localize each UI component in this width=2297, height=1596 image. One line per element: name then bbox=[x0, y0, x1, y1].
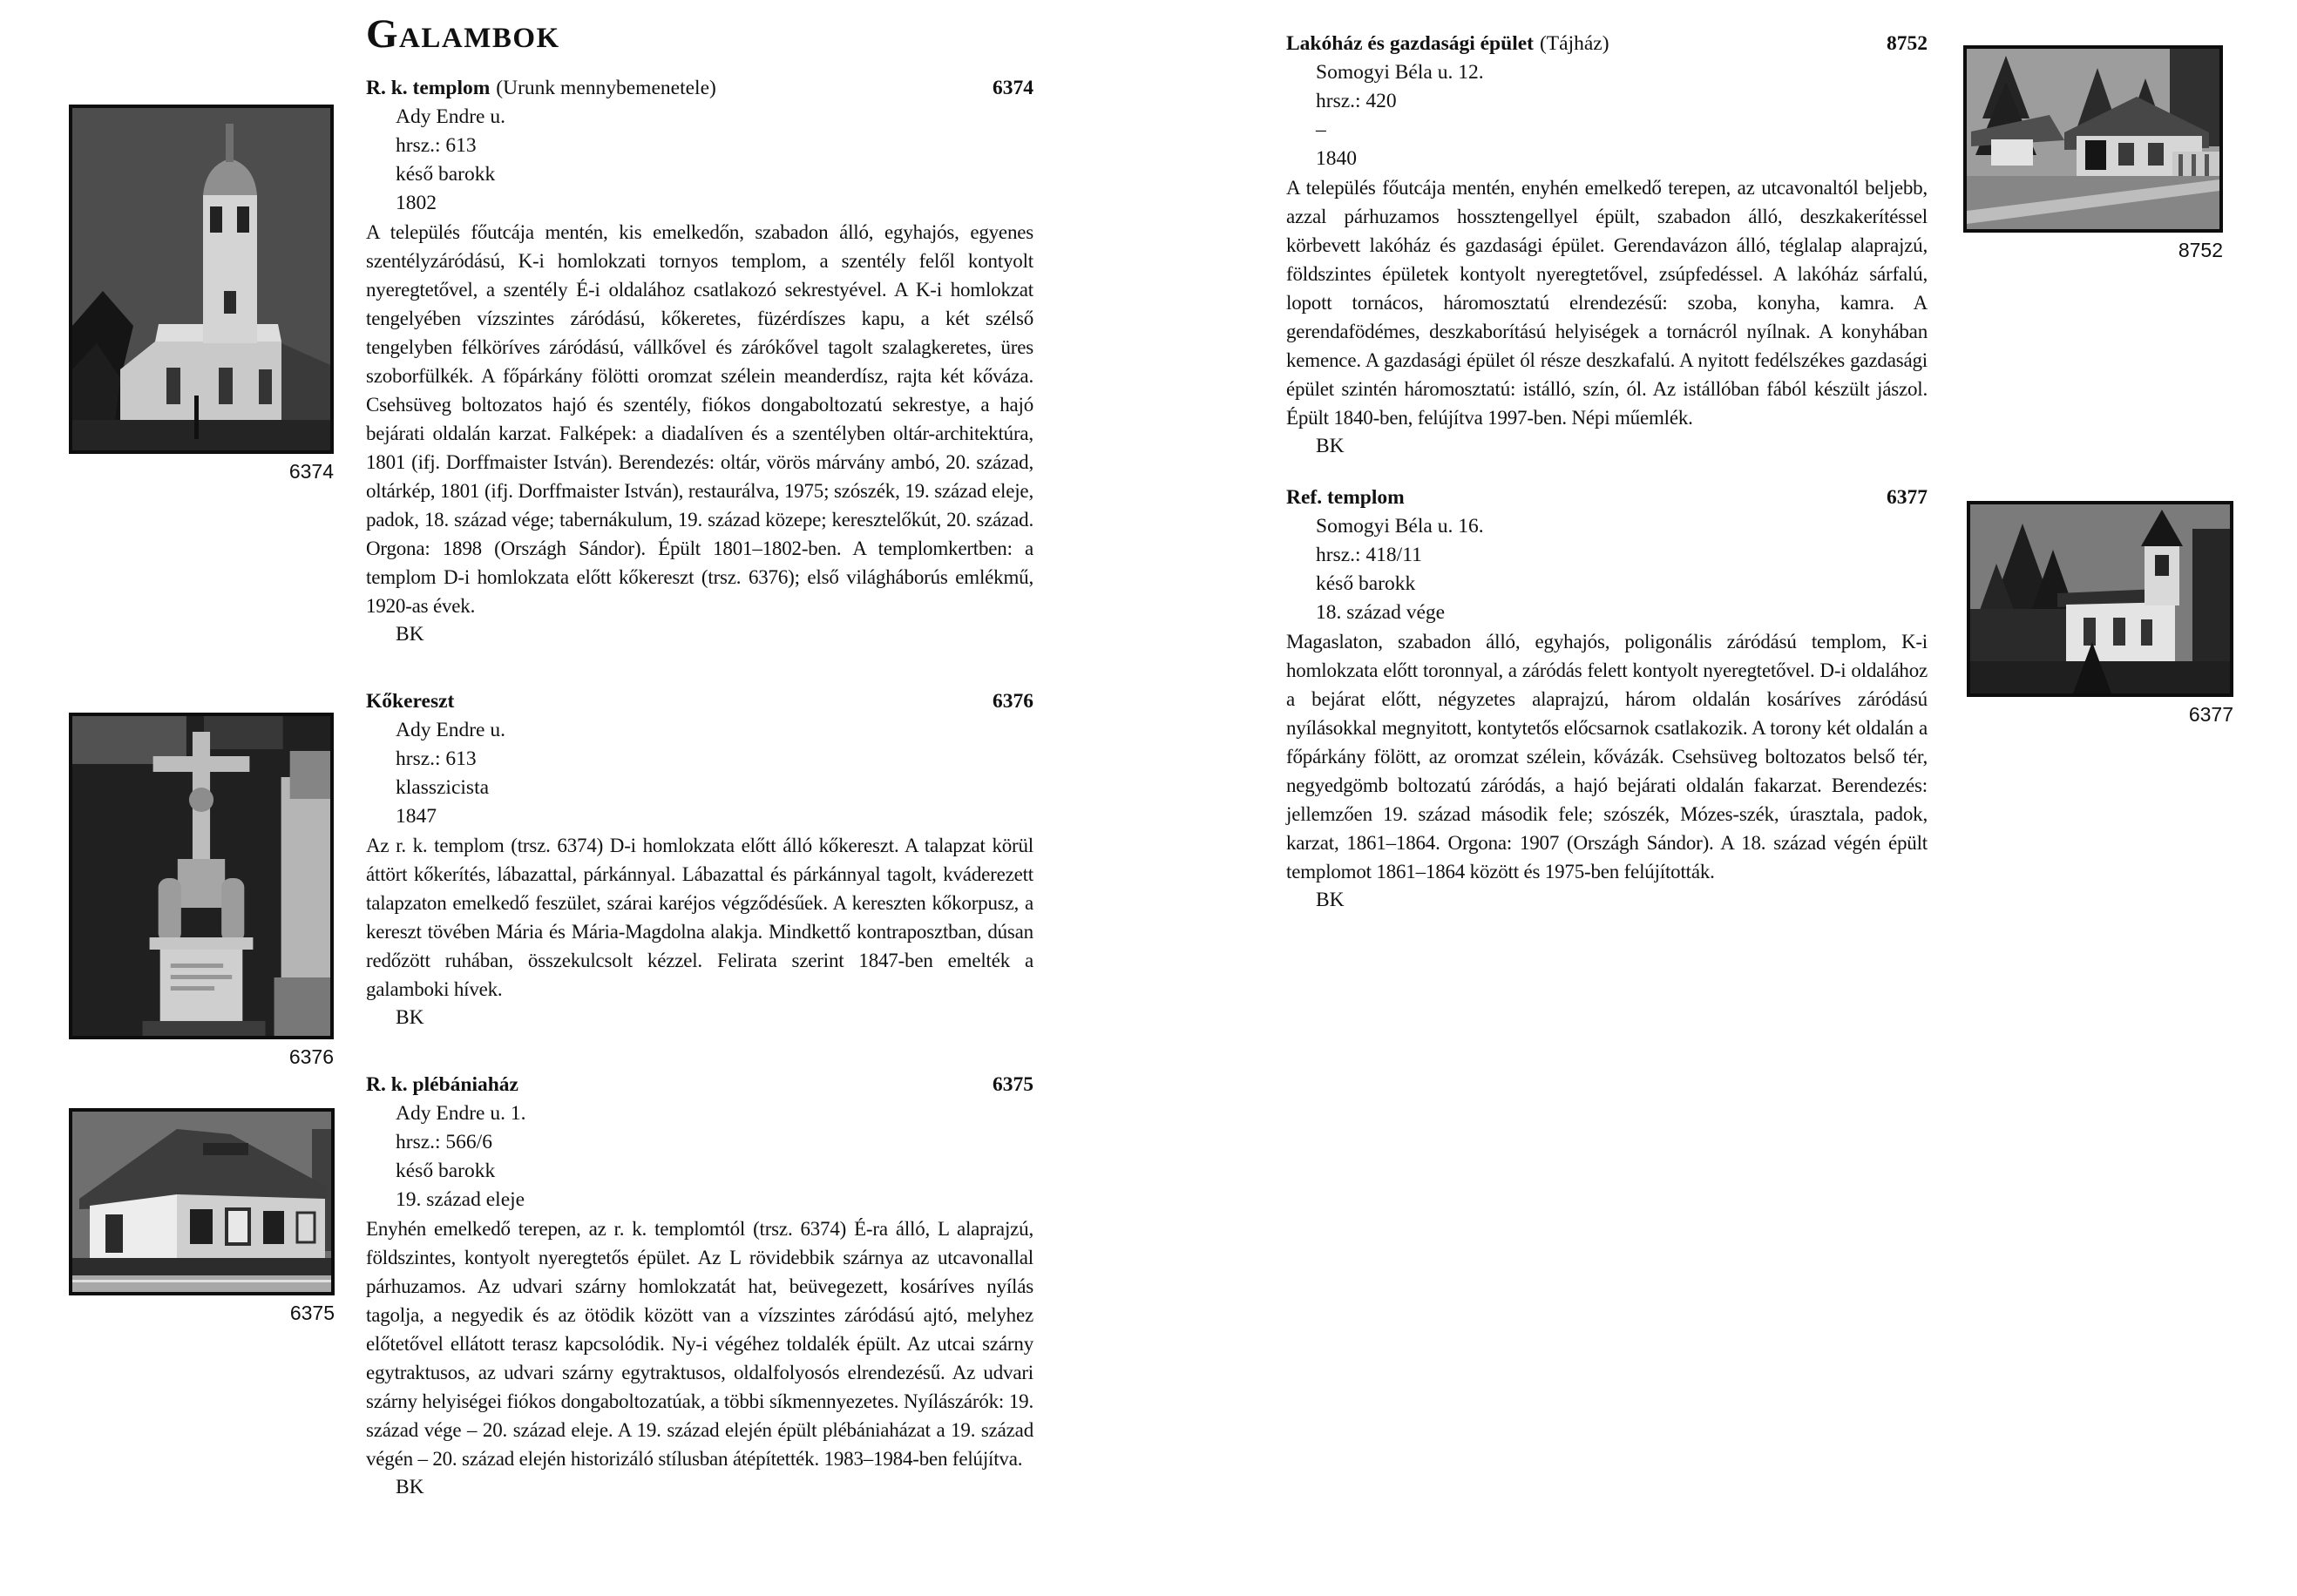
photo-caption: 6377 bbox=[2188, 703, 2233, 726]
entry-hrsz: hrsz.: 613 bbox=[396, 747, 477, 770]
entry-signature: BK bbox=[396, 623, 424, 646]
entry-hrsz: hrsz.: 613 bbox=[396, 134, 477, 157]
photo-caption: 6375 bbox=[289, 1302, 335, 1324]
entry-hrsz: hrsz.: 420 bbox=[1316, 90, 1397, 112]
entry-title bbox=[1286, 484, 1411, 512]
entry-style: klasszicista bbox=[396, 776, 490, 799]
entry-title-bold: R. k. plébániaház bbox=[366, 1073, 518, 1096]
entry-title-bold: Ref. templom bbox=[1286, 486, 1405, 509]
photo-ref-templom bbox=[1967, 501, 2233, 727]
entry-title bbox=[366, 74, 716, 103]
entry-title bbox=[1286, 30, 1609, 58]
entry-title-bold: Kőkereszt bbox=[366, 690, 455, 713]
entry-header bbox=[1286, 30, 1928, 58]
church-trees-illustration bbox=[1970, 504, 2230, 693]
entry-signature: BK bbox=[1316, 889, 1345, 911]
entry-tajhaz bbox=[1286, 30, 1928, 461]
stone-cross-illustration bbox=[72, 716, 330, 1036]
entry-signature: BK bbox=[396, 1006, 424, 1029]
entry-style: késő barokk bbox=[396, 1160, 496, 1182]
entry-address: Ady Endre u. bbox=[396, 719, 505, 741]
entry-description: A település főutcája mentén, kis emelkedőn, szabadon álló, egyhajós, egyenes szentélyzáródású, K-i homlokzati tornyos templom, a szentély felől kontyolt nyeregtetővel, a szentély É-i oldalához csatlakozó sekrestyével. A K-i homlokzat tengelyében vízszintes záródású, kőkeretes, füzérdíszes kapu, a két szélső tengelyben félköríves záródású, vállkővel és zárókővel tagolt szalagkeretes, üres szoborfülkék. A főpárkány fölötti oromzat szélein meanderdísz, rajta két kőváza. Csehsüveg boltozatos hajó és szentély, fiókos dongaboltozatú sekrestye, a hajó bejárati oldalán karzat. Falképek: a diadalíven és a szentélyben oltár-architektúra, 1801 (ifj. Dorffmaister István). Berendezés: oltár, vörös márvány ambó, 20. század, oltárkép, 1801 (ifj. Dorffmaister István), restaurálva, 1975; szószék, 19. század eleje, padok, 18. század vége; tabernákulum, 19. század közepe; keresztelőkút, 20. század. Orgona: 1898 (Országh Sándor). Épült 1801–1802-ben. A templomkertben: a templom D-i homlokzata előtt kőkereszt (trsz. 6376); első világháborús emlékmű, 1920-as évek. bbox=[366, 221, 1033, 617]
entry-ref-templom bbox=[1286, 484, 1928, 915]
entry-number: 6374 bbox=[993, 77, 1033, 99]
entry-signature: BK bbox=[1316, 435, 1345, 457]
photo-caption: 8752 bbox=[2178, 239, 2223, 261]
parish-house-photo bbox=[69, 1108, 335, 1295]
entry-address: Somogyi Béla u. 16. bbox=[1316, 515, 1484, 538]
entry-date: 1847 bbox=[396, 805, 437, 828]
thatched-house-illustration bbox=[1967, 49, 2219, 229]
stone-cross-photo bbox=[69, 713, 334, 1039]
photo-caption: 6374 bbox=[288, 460, 334, 483]
entry-date: 1840 bbox=[1316, 147, 1357, 170]
photo-plebaniahaz bbox=[69, 1108, 335, 1325]
thatched-house-photo bbox=[1963, 45, 2223, 233]
entry-title bbox=[366, 687, 460, 716]
entry-date: 19. század eleje bbox=[396, 1188, 525, 1211]
entry-description: Az r. k. templom (trsz. 6374) D-i homlokzata előtt álló kőkereszt. A talapzat körül áttört kőkerítés, lábazattal, párkánnyal. Lábazattal és párkánnyal tagolt, kváderezett talapzaton emelkedő feszület, szárai karéjos végződésűek. A kereszten kőkorpusz, a kereszt tövében Mária és Mária-Magdolna alakja. Mindkettő kontraposztban, dúsan redőzött ruhában, összekulcsolt kézzel. Felirata szerint 1847-ben emelték a galamboki hívek. bbox=[366, 835, 1033, 1000]
entry-number: 6377 bbox=[1887, 486, 1928, 509]
entry-date: 18. század vége bbox=[1316, 601, 1446, 624]
entry-kokereszt bbox=[366, 687, 1033, 1032]
entry-address: Ady Endre u. bbox=[396, 105, 505, 128]
right-text-column bbox=[1286, 30, 1928, 915]
entry-signature: BK bbox=[396, 1476, 424, 1498]
parish-house-illustration bbox=[72, 1112, 331, 1292]
left-text-column bbox=[366, 11, 1033, 1502]
church-tower-photo bbox=[69, 105, 334, 454]
photo-caption: 6376 bbox=[288, 1045, 334, 1068]
entry-header bbox=[1286, 484, 1928, 512]
church-trees-photo bbox=[1967, 501, 2233, 697]
entry-number: 6376 bbox=[993, 690, 1033, 713]
entry-hrsz: hrsz.: 566/6 bbox=[396, 1131, 492, 1153]
entry-date: 1802 bbox=[396, 192, 437, 214]
entry-plebaniahaz bbox=[366, 1071, 1033, 1502]
entry-style: – bbox=[1316, 118, 1326, 141]
entry-style: késő barokk bbox=[396, 163, 496, 186]
entry-title-note: (Tájház) bbox=[1539, 32, 1609, 55]
photo-kokereszt bbox=[69, 713, 334, 1069]
entry-header bbox=[366, 74, 1033, 103]
entry-number: 8752 bbox=[1887, 32, 1928, 55]
entry-description: A település főutcája mentén, enyhén emelkedő terepen, az utcavonaltól beljebb, azzal párhuzamos hossztengellyel épült, szabadon álló, deszkakerítéssel körbevett lakóház és gazdasági épület. Gerendavázon álló, téglalap alaprajzú, földszintes épületek kontyolt nyeregtetővel, zsúpfedéssel. A lakóház sárfalú, lopott tornácos, háromosztatú elrendezésű: szoba, konyha, kamra. A gerendafödémes, deszkaborítású helyiségek a tornácról nyílnak. A konyhában kemence. A gazdasági épület ól része deszkafalú. A nyitott fedélszékes gazdasági épület szintén háromosztatú: istálló, szín, ól. Az istállóban fából készült jászol. Épült 1840-ben, felújítva 1997-ben. Népi műemlék. bbox=[1286, 177, 1928, 429]
entry-address: Ady Endre u. 1. bbox=[396, 1102, 526, 1125]
church-tower-illustration bbox=[72, 108, 330, 450]
entry-title-note: (Urunk mennybemenetele) bbox=[496, 77, 716, 99]
entry-rk-templom bbox=[366, 74, 1033, 649]
entry-header bbox=[366, 1071, 1033, 1099]
entry-address: Somogyi Béla u. 12. bbox=[1316, 61, 1484, 84]
entry-header bbox=[366, 687, 1033, 716]
entry-description: Magaslaton, szabadon álló, egyhajós, poligonális záródású templom, K-i homlokzata előtt toronnyal, a záródás felett kontyolt nyeregtetővel. D-i oldalához a bejárat előtt, négyzetes alaprajzú, három oldalán kosáríves záródású nyílásokkal megnyitott, kontytetős előcsarnok csatlakozik. A torony két oldalán a főpárkány fölött, az oromzat szélein, kővázák. Csehsüveg boltozatos belső tér, negyedgömb boltozatú záródás, a hajó bejárati oldalán fakarzat. Berendezés: jellemzően 19. század második fele; szószék, Mózes-szék, úrasztala, padok, karzat, 1861–1864. Orgona: 1907 (Országh Sándor). A 18. század végén épült templomot 1861–1864 között és 1975-ben felújították. bbox=[1286, 631, 1928, 883]
page-title: Galambok bbox=[366, 11, 560, 57]
entry-title bbox=[366, 1071, 525, 1099]
photo-rk-templom bbox=[69, 105, 334, 484]
photo-tajhaz bbox=[1963, 45, 2223, 262]
entry-number: 6375 bbox=[993, 1073, 1033, 1096]
entry-hrsz: hrsz.: 418/11 bbox=[1316, 544, 1422, 566]
entry-title-bold: Lakóház és gazdasági épület bbox=[1286, 32, 1534, 55]
entry-description: Enyhén emelkedő terepen, az r. k. templomtól (trsz. 6374) É-ra álló, L alaprajzú, földszintes, kontyolt nyeregtetős épület. Az L rövidebbik szárnya az utcavonallal párhuzamos. Az udvari szárny homlokzatát hat, beüvegezett, kosáríves nyílás tagolja, a negyedik és az ötödik között van a vízszintes záródású ajtó, melyhez előtetővel ellátott terasz kapcsolódik. Ny-i végéhez toldalék épült. Az utcai szárny egytraktusos, az udvari szárny egytraktusos, oldalfolyosós elrendezésű. Az udvari szárny helyiségei fiókos dongaboltozatúak, a többi síkmennyezetes. Nyílászárók: 19. század vége – 20. század eleje. A 19. század elején épült plébániaházat a 19. század végén – 20. század elején historizáló stílusban átépítették. 1983–1984-ben felújítva. bbox=[366, 1218, 1033, 1470]
entry-title-bold: R. k. templom bbox=[366, 77, 491, 99]
entry-style: késő barokk bbox=[1316, 572, 1416, 595]
